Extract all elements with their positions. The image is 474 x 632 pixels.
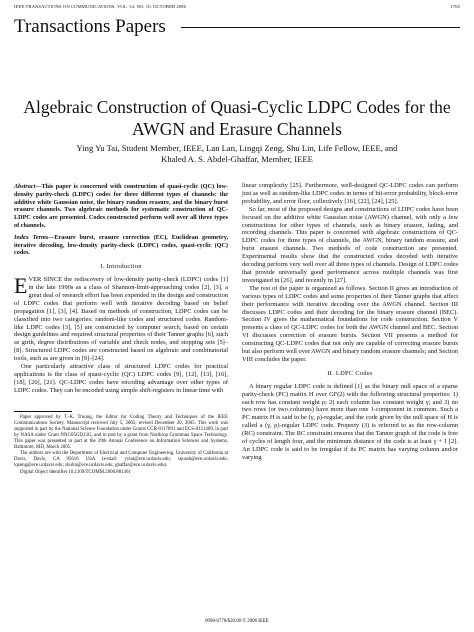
author-list [14, 143, 460, 164]
abstract-label: Abstract [14, 183, 36, 190]
footnote-paragraph-2: The authors are with the Department of Electrical and Computer Engineering, University of California at Davis, Davis, CA 95616 USA (e-mail: yytai@ece.ucdavis.edu; squash@ece.ucdavis.edu; lqzeng@ece.ucdavis.edu; shulin@ece.ucdavis.edu; ghaffar@ece.ucdavis.edu). [14, 451, 228, 469]
right-column [242, 182, 458, 462]
section-banner-title: Transactions Papers [14, 16, 166, 37]
section-banner-rule [181, 27, 460, 28]
right-paragraph-2: So far, most of the proposed designs and constructions of LDPC codes have been focused on the additive white Gaussian noise (AWGN) channel, with only a few constructions for other types of channels, such as binary erasure, fading, and recording channels. This paper is concerned with algebraic constructions of QC-LDPC codes for three types of channels, the AWGN, binary random erasure, and burst erasure channels. Two methods of code construction are presented. Experimental results show that the constructed codes decoded with iterative decoding perform very well over all three types of channels. Design of LDPC codes that provide universally good performance across multiple channels was first investigated in [26], and recently in [27]. [242, 205, 458, 284]
right-paragraph-3: The rest of the paper is organized as follows. Section II gives an introduction of various types of LDPC codes and some properties of their Tanner graphs that affect their performance with iterative decoding over the AWGN channel. Section III discusses LDPC codes and their decoding for the binary erasure channel (BEC). Section IV gives the mathematical foundations for code construction. Section V presents a class of QC-LDPC codes for both the AWGN channel and BEC. Section VI discusses correction of erasure bursts. Section VII presents a method for constructing QC-LDPC codes that not only are capable of correcting erasure bursts but also perform well over AWGN and binary random erasure channels; and Section VIII concludes the paper. [242, 284, 458, 363]
section-heading-introduction: I. Introduction [100, 263, 142, 271]
page-number: 1765 [450, 4, 460, 9]
footnote-paragraph-1: Paper approved by T.-K. Truong, the Editor for Coding Theory and Techniques of the IEEE Communications Society. Manuscript received July 5, 2005; revised December 20, 2005. This work was supported in part by the National Science Foundation under Grants CCR-0117891 and ECS-0121469, in part by NASA under Grant NNG05GD13G, and in part by a grant from Northrop Grumman Space Technology. This paper was presented in part at the 39th Annual Conference on Information Sciences and Systems, Baltimore, MD, March 2005. [14, 414, 228, 451]
running-head-journal: IEEE TRANSACTIONS ON COMMUNICATIONS, VOL. 54, NO. 10, OCTOBER 2006 [14, 4, 186, 9]
author-line-1: Ying Yu Tai, Student Member, IEEE, Lan Lan, Lingqi Zeng, Shu Lin, Life Fellow, IEEE, and [76, 143, 398, 153]
author-line-2: Khaled A. S. Abdel-Ghaffar, Member, IEEE [161, 153, 313, 164]
abstract-text: This paper is concerned with construction of quasi-cyclic (QC) low-density parity-check (LDPC) codes for three different types of channels: the additive white Gaussian noise, the binary random erasure, and the binary burst erasure channels. Two algebraic methods for systematic construction of QC-LDPC codes are presented. Codes constructed perform well over all three types of channels. [14, 183, 228, 229]
abstract: Abstract—This paper is concerned with construction of quasi-cyclic (QC) low-density parity-check (LDPC) codes for three different types of channels: the additive white Gaussian noise, the binary random erasure, and the binary burst erasure channels. Two algebraic methods for systematic construction of QC-LDPC codes are presented. Codes constructed perform well over all three types of channels. [14, 183, 228, 229]
ldpc-codes-paragraph: A binary regular LDPC code is defined [1] as the binary null space of a sparse parity-check (PC) matrix H over GF(2) with the following structural properties: 1) each row has constant weight ρ; 2) each column has constant weight γ; and 3) no two rows (or two columns) have more than one 1-component in common. Such a PC matrix H is said to be (γ, ρ)-regular, and the code given by the null space of H is called a (γ, ρ)-regular LDPC code. Property (3) is referred to as the row-column (RC) constraint. The RC constraint ensures that the Tanner graph of the code is free of cycles of length four, and the minimum distance of the code is at least γ + 1 [2]. An LDPC code is said to be irregular if its PC matrix has varying column and/or varying [242, 382, 458, 461]
left-column [14, 183, 228, 476]
intro-paragraph-1: EVER SINCE the rediscovery of low-density parity-check (LDPC) codes [1] in the late 1990s as a class of Shannon-limit-approaching codes [2], [3], a great deal of research effort has been expended in the design and construction of LDPC codes that perform well with iterative decoding based on belief propagation [1], [3], [4]. Based on methods of construction, LDPC codes can be classified into two categories: random-like codes and structured codes. Random-like LDPC codes [3], [5] are constructed by computer search, based on certain design guidelines and required structural properties of their Tanner graphs [6], such as girth, degree distributions of variable and check nodes, and stopping sets [5]–[8]. Structured LDPC codes are constructed based on algebraic and combinatorial tools, such as are given in [9]–[24]. [14, 273, 228, 363]
copyright-line: 0090-6778/$20.00 © 2006 IEEE [205, 619, 269, 624]
section-heading-ldpc-codes: II. LDPC Codes [327, 369, 373, 377]
index-terms-text: Erasure burst, erasure correction (EC), Euclidean geometry, iterative decoding, low-density parity-check (LDPC) codes, quasi-cyclic (QC) codes. [14, 233, 228, 257]
right-paragraph-1: linear complexity [25]. Furthermore, well-designed QC-LDPC codes can perform just as well as random-like LDPC codes in terms of bit-error probability, block-error probability, and error floor, collectively [16], [22], [24], [25]. [242, 182, 458, 205]
index-terms: Index Terms—Erasure burst, erasure correction (EC), Euclidean geometry, iterative decoding, low-density parity-check (LDPC) codes, quasi-cyclic (QC) codes. [14, 233, 228, 257]
footnote-doi: Digital Object Identifier 10.1109/TCOMM.2006.881361 [20, 469, 131, 475]
intro-paragraph-2: One particularly attractive class of structured LDPC codes for practical applications is the class of quasi-cyclic (QC) LDPC codes [9], [12], [13], [16], [18], [20], [21]. QC-LDPC codes have encoding advantage over other types of LDPC codes. They can be encoded using simple shift-registers in linear time with [14, 363, 228, 394]
section-banner [14, 16, 460, 44]
footnote-rule [14, 411, 72, 412]
paper-title: Algebraic Construction of Quasi-Cyclic LDPC Codes for the AWGN and Erasure Channels [23, 97, 451, 139]
index-terms-label: Index Terms [14, 233, 49, 241]
running-head [14, 4, 460, 13]
footnote [14, 415, 228, 476]
